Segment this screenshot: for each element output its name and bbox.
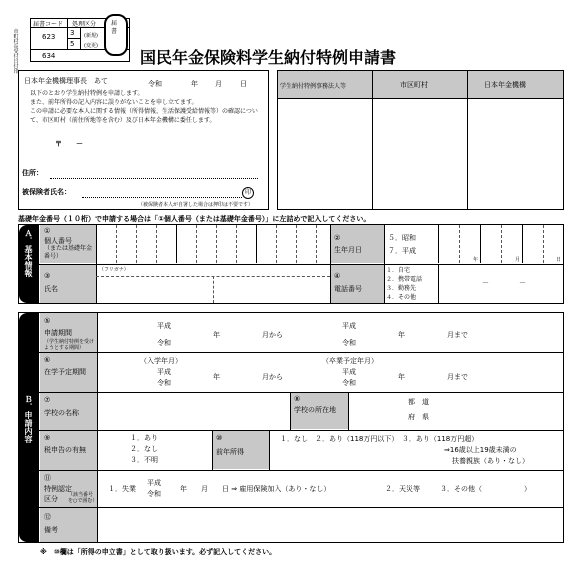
date-month: 月 xyxy=(215,80,222,88)
field-3-num: ③ xyxy=(44,272,51,280)
field-1-num: ① xyxy=(44,227,51,235)
birth-month-unit: 月 xyxy=(515,257,521,263)
field-7-label: 学校の名称 xyxy=(44,409,79,417)
tax-return-options[interactable]: １．あり ２．なし ３．不明 xyxy=(130,434,158,464)
exception-other[interactable]: ３．その他（ ） xyxy=(440,485,531,493)
phone-sep-2: － xyxy=(519,279,526,287)
exception-date-insurance[interactable]: 年 月 日 ⇒ 雇用保険加入（あり・なし） xyxy=(180,485,331,493)
declaration-text: 以下のとおり学生納付特例を申請します。 また、前年所得の記入内容に誤りがないことを申し立てます。 この申請に必要な本人に関する情報（所得情報、生活保護受給情報等）の確認について、市区町村（前住所地等を含む）及び日本年金機構に委任します。 xyxy=(30,90,258,124)
phone-sep-1: － xyxy=(482,279,489,287)
field-5-label: 申請期間 xyxy=(44,329,72,337)
enroll-era-reiwa[interactable]: 令和 xyxy=(157,379,171,387)
insured-name-label: 被保険者氏名： xyxy=(22,188,71,196)
office-proc-num-1: 3 xyxy=(70,29,75,37)
office-proc-label-2: (変更) xyxy=(84,43,98,49)
address-label: 住所： xyxy=(22,169,43,177)
field-1-sub: （または基礎年金番号） xyxy=(44,245,93,260)
period-from-month: 月から xyxy=(262,331,283,339)
field-8-num: ⑧ xyxy=(294,395,301,403)
pref-todo: 都 道 xyxy=(408,398,429,406)
name-input[interactable] xyxy=(97,277,329,303)
office-proc-num-2: 5 xyxy=(70,40,75,48)
section-a-label: Ａ．基本情報 xyxy=(24,229,33,277)
field-4-num: ④ xyxy=(334,272,341,280)
exception-era-heisei[interactable]: 平成 xyxy=(147,479,161,487)
office-code-1: 623 xyxy=(42,33,56,41)
school-name-input[interactable] xyxy=(98,393,290,429)
page-title: 国民年金保険料学生納付特例申請書 xyxy=(140,48,397,67)
field-9-label: 税申告の有無 xyxy=(44,446,86,454)
field-5-sub: （学生納付特例を受けようとする期間） xyxy=(44,339,95,351)
period-to-era-reiwa[interactable]: 令和 xyxy=(342,339,356,347)
dependent-note-line2[interactable]: 扶養親族（あり・なし） xyxy=(452,457,529,465)
exception-era-reiwa[interactable]: 令和 xyxy=(147,490,161,498)
field-9-num: ⑨ xyxy=(44,434,51,442)
receipt-header-pension: 日本年金機構 xyxy=(484,81,526,89)
remarks-input[interactable] xyxy=(98,508,562,541)
field-3-label: 氏名 xyxy=(44,285,58,293)
school-address-input[interactable] xyxy=(349,393,562,429)
grad-year: 年 xyxy=(398,373,405,381)
period-from-era-reiwa[interactable]: 令和 xyxy=(157,339,171,347)
field-11-label: 特例認定区分 xyxy=(44,485,72,503)
grad-era-reiwa[interactable]: 令和 xyxy=(342,379,356,387)
period-to-era-heisei[interactable]: 平成 xyxy=(342,322,356,330)
office-stamp-label: 届書 xyxy=(111,20,118,35)
office-code-header: 届書コード xyxy=(33,21,64,28)
era-heisei[interactable]: ７．平成 xyxy=(388,247,416,255)
furigana-label: （フリガナ） xyxy=(99,267,129,273)
enroll-year: 年 xyxy=(213,373,220,381)
instruction-text: 基礎年金番号（１０桁）で申請する場合は「①個人番号（または基礎年金番号）」に左詰めで記入してください。 xyxy=(18,215,371,223)
office-proc-header: 処理区分 xyxy=(72,21,97,28)
field-6-num: ⑥ xyxy=(44,356,51,364)
addressee: 日本年金機構理事長 あて xyxy=(24,77,108,85)
field-10-label: 前年所得 xyxy=(216,448,244,456)
enroll-era-heisei[interactable]: 平成 xyxy=(157,368,171,376)
seal-mark: 印 xyxy=(242,187,254,199)
field-4-label: 電話番号 xyxy=(334,285,362,293)
field-11-num: ⑪ xyxy=(44,474,51,482)
field-12-label: 備考 xyxy=(44,526,58,534)
field-7-num: ⑦ xyxy=(44,396,51,404)
field-10-num: ⑩ xyxy=(216,434,223,442)
field-2-num: ② xyxy=(334,234,341,242)
postal-code-label: 〒 － xyxy=(55,140,83,148)
birth-year-unit: 年 xyxy=(473,257,479,263)
field-6-label: 在学予定期間 xyxy=(44,368,86,376)
office-proc-label-1: (新規) xyxy=(84,33,98,39)
pref-fuken: 府 県 xyxy=(408,413,429,421)
office-side-labels: 市 町 村 長 受 付 日 付 印 xyxy=(13,29,19,75)
birth-day-unit: 日 xyxy=(556,257,562,263)
period-to-month: 月まで xyxy=(447,331,468,339)
field-1-label: 個人番号 xyxy=(44,237,72,245)
seal-note: （被保険者本人が自署した場合は押印は不要です） xyxy=(138,202,254,208)
period-to-year: 年 xyxy=(398,331,405,339)
field-5-num: ⑤ xyxy=(44,317,51,325)
grad-era-heisei[interactable]: 平成 xyxy=(342,368,356,376)
phone-input[interactable] xyxy=(440,266,562,302)
enroll-month: 月から xyxy=(262,373,283,381)
prior-income-options[interactable]: １．なし ２．あり（118万円以下） ３．あり（118万円超） xyxy=(280,435,479,443)
field-2-label: 生年月日 xyxy=(334,246,362,254)
period-from-era-heisei[interactable]: 平成 xyxy=(157,322,171,330)
era-showa[interactable]: ５．昭和 xyxy=(388,234,416,242)
phone-type-options[interactable]: １．自宅 ２．携帯電話 ３．勤務先 ４．その他 xyxy=(386,267,423,301)
exception-disaster[interactable]: ２．天災等 xyxy=(385,485,420,493)
office-code-2: 634 xyxy=(42,52,56,60)
footer-note: ※ ⑩欄は「所得の申立書」として取り扱います。必ず記入してください。 xyxy=(40,548,277,556)
period-from-year: 年 xyxy=(213,331,220,339)
address-input-line[interactable] xyxy=(50,178,258,179)
date-day: 日 xyxy=(240,80,247,88)
dependent-note-line1: ⇒16歳以上19歳未満の xyxy=(444,446,517,454)
field-11-sub: （該当番号を○で囲む） xyxy=(68,492,98,504)
insured-name-input-line[interactable] xyxy=(82,197,242,198)
exception-unemployment[interactable]: １．失業 xyxy=(108,485,136,493)
date-era: 令和 xyxy=(148,80,162,88)
grad-month: 月まで xyxy=(447,373,468,381)
enroll-label: （入学年月） xyxy=(140,357,182,365)
receipt-header-municipality: 市区町村 xyxy=(400,81,428,89)
field-8-label: 学校の所在地 xyxy=(294,406,336,414)
field-12-num: ⑫ xyxy=(44,513,51,521)
grad-label: （卒業予定年月） xyxy=(322,357,378,365)
receipt-header-school: 学生納付特例事務法人等 xyxy=(280,83,347,90)
section-b-label: Ｂ．申請内容 xyxy=(24,395,33,443)
date-year: 年 xyxy=(191,80,198,88)
